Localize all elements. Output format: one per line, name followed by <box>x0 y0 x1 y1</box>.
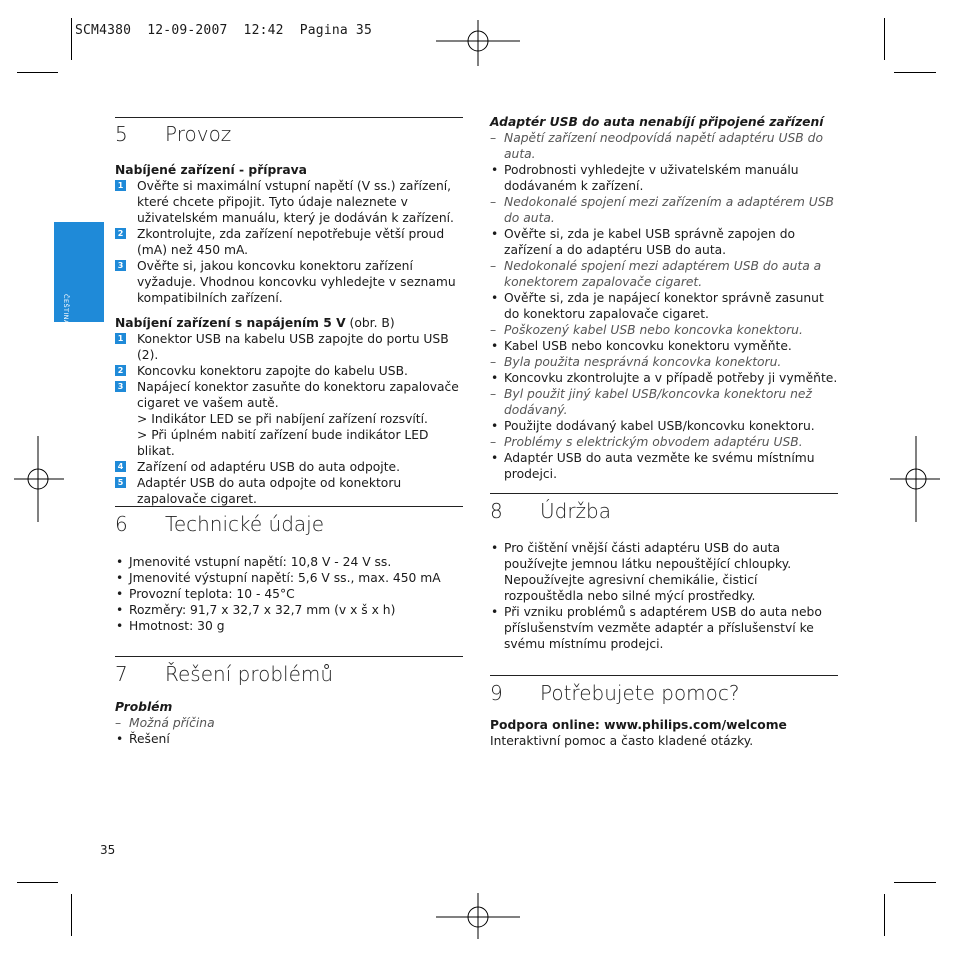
crop-mark <box>17 72 58 73</box>
registration-mark <box>436 20 520 66</box>
step-text: Adaptér USB do auta odpojte od konektoru zapalovače cigaret. <box>137 476 402 506</box>
crop-mark <box>894 882 936 883</box>
section-6 <box>115 506 463 634</box>
print-slug: SCM4380 12-09-2007 12:42 Pagina 35 <box>75 23 372 38</box>
cause-item: – Nedokonalé spojení mezi adaptérem USB do auta a konektorem zapalovače cigaret. <box>490 258 838 290</box>
step-number-badge: 1 <box>115 333 126 344</box>
problem-label: Problém <box>115 700 173 714</box>
section-5-heading <box>115 121 463 147</box>
spec-item: • Provozní teplota: 10 - 45°C <box>115 586 463 602</box>
step-item <box>115 379 463 459</box>
section-rule <box>115 506 463 507</box>
step-text: Zařízení od adaptéru USB do auta odpojte. <box>137 460 400 474</box>
section-number: 7 <box>115 662 128 686</box>
support-text: Interaktivní pomoc a často kladené otázky. <box>490 734 754 748</box>
step-text: Ověřte si, jakou koncovku konektoru zařízení vyžaduje. Vhodnou koncovku vyhledejte v seznamu kompatibilních zařízení. <box>137 259 456 305</box>
step-item <box>115 363 463 379</box>
registration-mark <box>890 436 940 522</box>
step-text: Ověřte si maximální vstupní napětí (V ss.) zařízení, které chcete připojit. Tyto údaje naleznete v uživatelském manuálu, který je dodáván k zařízení. <box>137 179 454 225</box>
page-number: 35 <box>100 843 116 857</box>
section-title: Údržba <box>540 499 612 523</box>
section-number: 9 <box>490 681 503 705</box>
maintenance-list <box>490 540 838 652</box>
step-item <box>115 258 463 306</box>
section-7 <box>115 656 463 747</box>
section-rule <box>490 493 838 494</box>
subheading-text: Nabíjení zařízení s napájením 5 V <box>115 316 346 330</box>
crop-mark <box>894 72 936 73</box>
section-number: 5 <box>115 122 128 146</box>
maintenance-item: • Pro čištění vnější části adaptéru USB do auta používejte jemnou látku nepouštějící chloupky. Nepoužívejte agresivní chemikálie, čisticí rozpouštědla nebo silné mýcí prostředky. <box>490 540 838 604</box>
crop-mark <box>17 882 58 883</box>
section-title: Technické údaje <box>165 512 325 536</box>
step-number-badge: 3 <box>115 260 126 271</box>
section-9-heading <box>490 680 838 706</box>
troubleshoot-list <box>490 130 838 482</box>
section-title: Provoz <box>165 122 232 146</box>
step-item <box>115 226 463 258</box>
specs-list <box>115 554 463 634</box>
section-rule <box>115 117 463 118</box>
cause-item: – Problémy s elektrickým obvodem adaptéru USB. <box>490 434 838 450</box>
spec-item: • Rozměry: 91,7 x 32,7 x 32,7 mm (v x š x h) <box>115 602 463 618</box>
support-link[interactable]: Podpora online: www.philips.com/welcome <box>490 718 787 732</box>
section-title: Potřebujete pomoc? <box>540 681 740 705</box>
left-column <box>115 117 463 507</box>
cause-list <box>115 715 463 731</box>
solution-item: • Ověřte si, zda je napájecí konektor správně zasunut do konektoru zapalovače cigaret. <box>490 290 838 322</box>
right-column <box>490 114 838 482</box>
step-item <box>115 475 463 507</box>
language-tab-label: ČEŠTINA <box>62 294 70 325</box>
registration-mark <box>436 893 520 939</box>
step-number-badge: 5 <box>115 477 126 488</box>
subheading-ref: (obr. B) <box>345 316 395 330</box>
step-number-badge: 3 <box>115 381 126 392</box>
step-text: Zkontrolujte, zda zařízení nepotřebuje větší proud (mA) než 450 mA. <box>137 227 445 257</box>
section-number: 8 <box>490 499 503 523</box>
section-number: 6 <box>115 512 128 536</box>
cause-item: – Byl použit jiný kabel USB/koncovka konektoru než dodávaný. <box>490 386 838 418</box>
spec-item: • Jmenovité výstupní napětí: 5,6 V ss., max. 450 mA <box>115 570 463 586</box>
solution-label: • Řešení <box>115 731 463 747</box>
step-result: > Indikátor LED se při nabíjení zařízení rozsvítí. <box>137 412 428 426</box>
steps-list <box>115 331 463 507</box>
solution-item: • Ověřte si, zda je kabel USB správně zapojen do zařízení a do adaptéru USB do auta. <box>490 226 838 258</box>
step-number-badge: 1 <box>115 180 126 191</box>
section-rule <box>115 656 463 657</box>
solution-item: • Koncovku zkontrolujte a v případě potřeby ji vyměňte. <box>490 370 838 386</box>
step-text: Konektor USB na kabelu USB zapojte do portu USB (2). <box>137 332 449 362</box>
solution-item: • Kabel USB nebo koncovku konektoru vyměňte. <box>490 338 838 354</box>
section-8 <box>490 493 838 652</box>
step-item <box>115 178 463 226</box>
cause-item: – Nedokonalé spojení mezi zařízením a adaptérem USB do auta. <box>490 194 838 226</box>
step-item <box>115 331 463 363</box>
cause-item: – Poškozený kabel USB nebo koncovka konektoru. <box>490 322 838 338</box>
registration-mark <box>14 436 64 522</box>
step-number-badge: 2 <box>115 228 126 239</box>
spec-item: • Hmotnost: 30 g <box>115 618 463 634</box>
solution-item: • Podrobnosti vyhledejte v uživatelském manuálu dodávaném k zařízení. <box>490 162 838 194</box>
cause-item: – Byla použita nesprávná koncovka konektoru. <box>490 354 838 370</box>
section-9 <box>490 675 838 749</box>
crop-mark <box>71 894 72 936</box>
step-text: Napájecí konektor zasuňte do konektoru zapalovače cigaret ve vašem autě. <box>137 380 459 410</box>
cause-item: – Napětí zařízení neodpovídá napětí adaptéru USB do auta. <box>490 130 838 162</box>
section-6-heading <box>115 511 463 537</box>
solution-item: • Použijte dodávaný kabel USB/koncovku konektoru. <box>490 418 838 434</box>
solution-item: • Adaptér USB do auta vezměte ke svému místnímu prodejci. <box>490 450 838 482</box>
step-number-badge: 2 <box>115 365 126 376</box>
section-7-heading <box>115 661 463 687</box>
step-number-badge: 4 <box>115 461 126 472</box>
cause-label: – Možná příčina <box>115 715 463 731</box>
crop-mark <box>884 894 885 936</box>
step-item <box>115 459 463 475</box>
subheading: Nabíjené zařízení - příprava <box>115 163 307 177</box>
solution-list <box>115 731 463 747</box>
steps-list <box>115 178 463 306</box>
language-tab <box>54 222 104 325</box>
crop-mark <box>71 18 72 60</box>
section-8-heading <box>490 498 838 524</box>
crop-mark <box>884 18 885 60</box>
section-rule <box>490 675 838 676</box>
step-text: Koncovku konektoru zapojte do kabelu USB. <box>137 364 408 378</box>
problem-heading: Adaptér USB do auta nenabíjí připojené zařízení <box>490 115 824 129</box>
subheading <box>115 315 463 331</box>
section-title: Řešení problémů <box>165 662 334 686</box>
spec-item: • Jmenovité vstupní napětí: 10,8 V - 24 V ss. <box>115 554 463 570</box>
step-result: > Při úplném nabití zařízení bude indikátor LED blikat. <box>137 428 429 458</box>
maintenance-item: • Při vzniku problémů s adaptérem USB do auta nebo příslušenstvím vezměte adaptér a příslušenství ke svému místnímu prodejci. <box>490 604 838 652</box>
